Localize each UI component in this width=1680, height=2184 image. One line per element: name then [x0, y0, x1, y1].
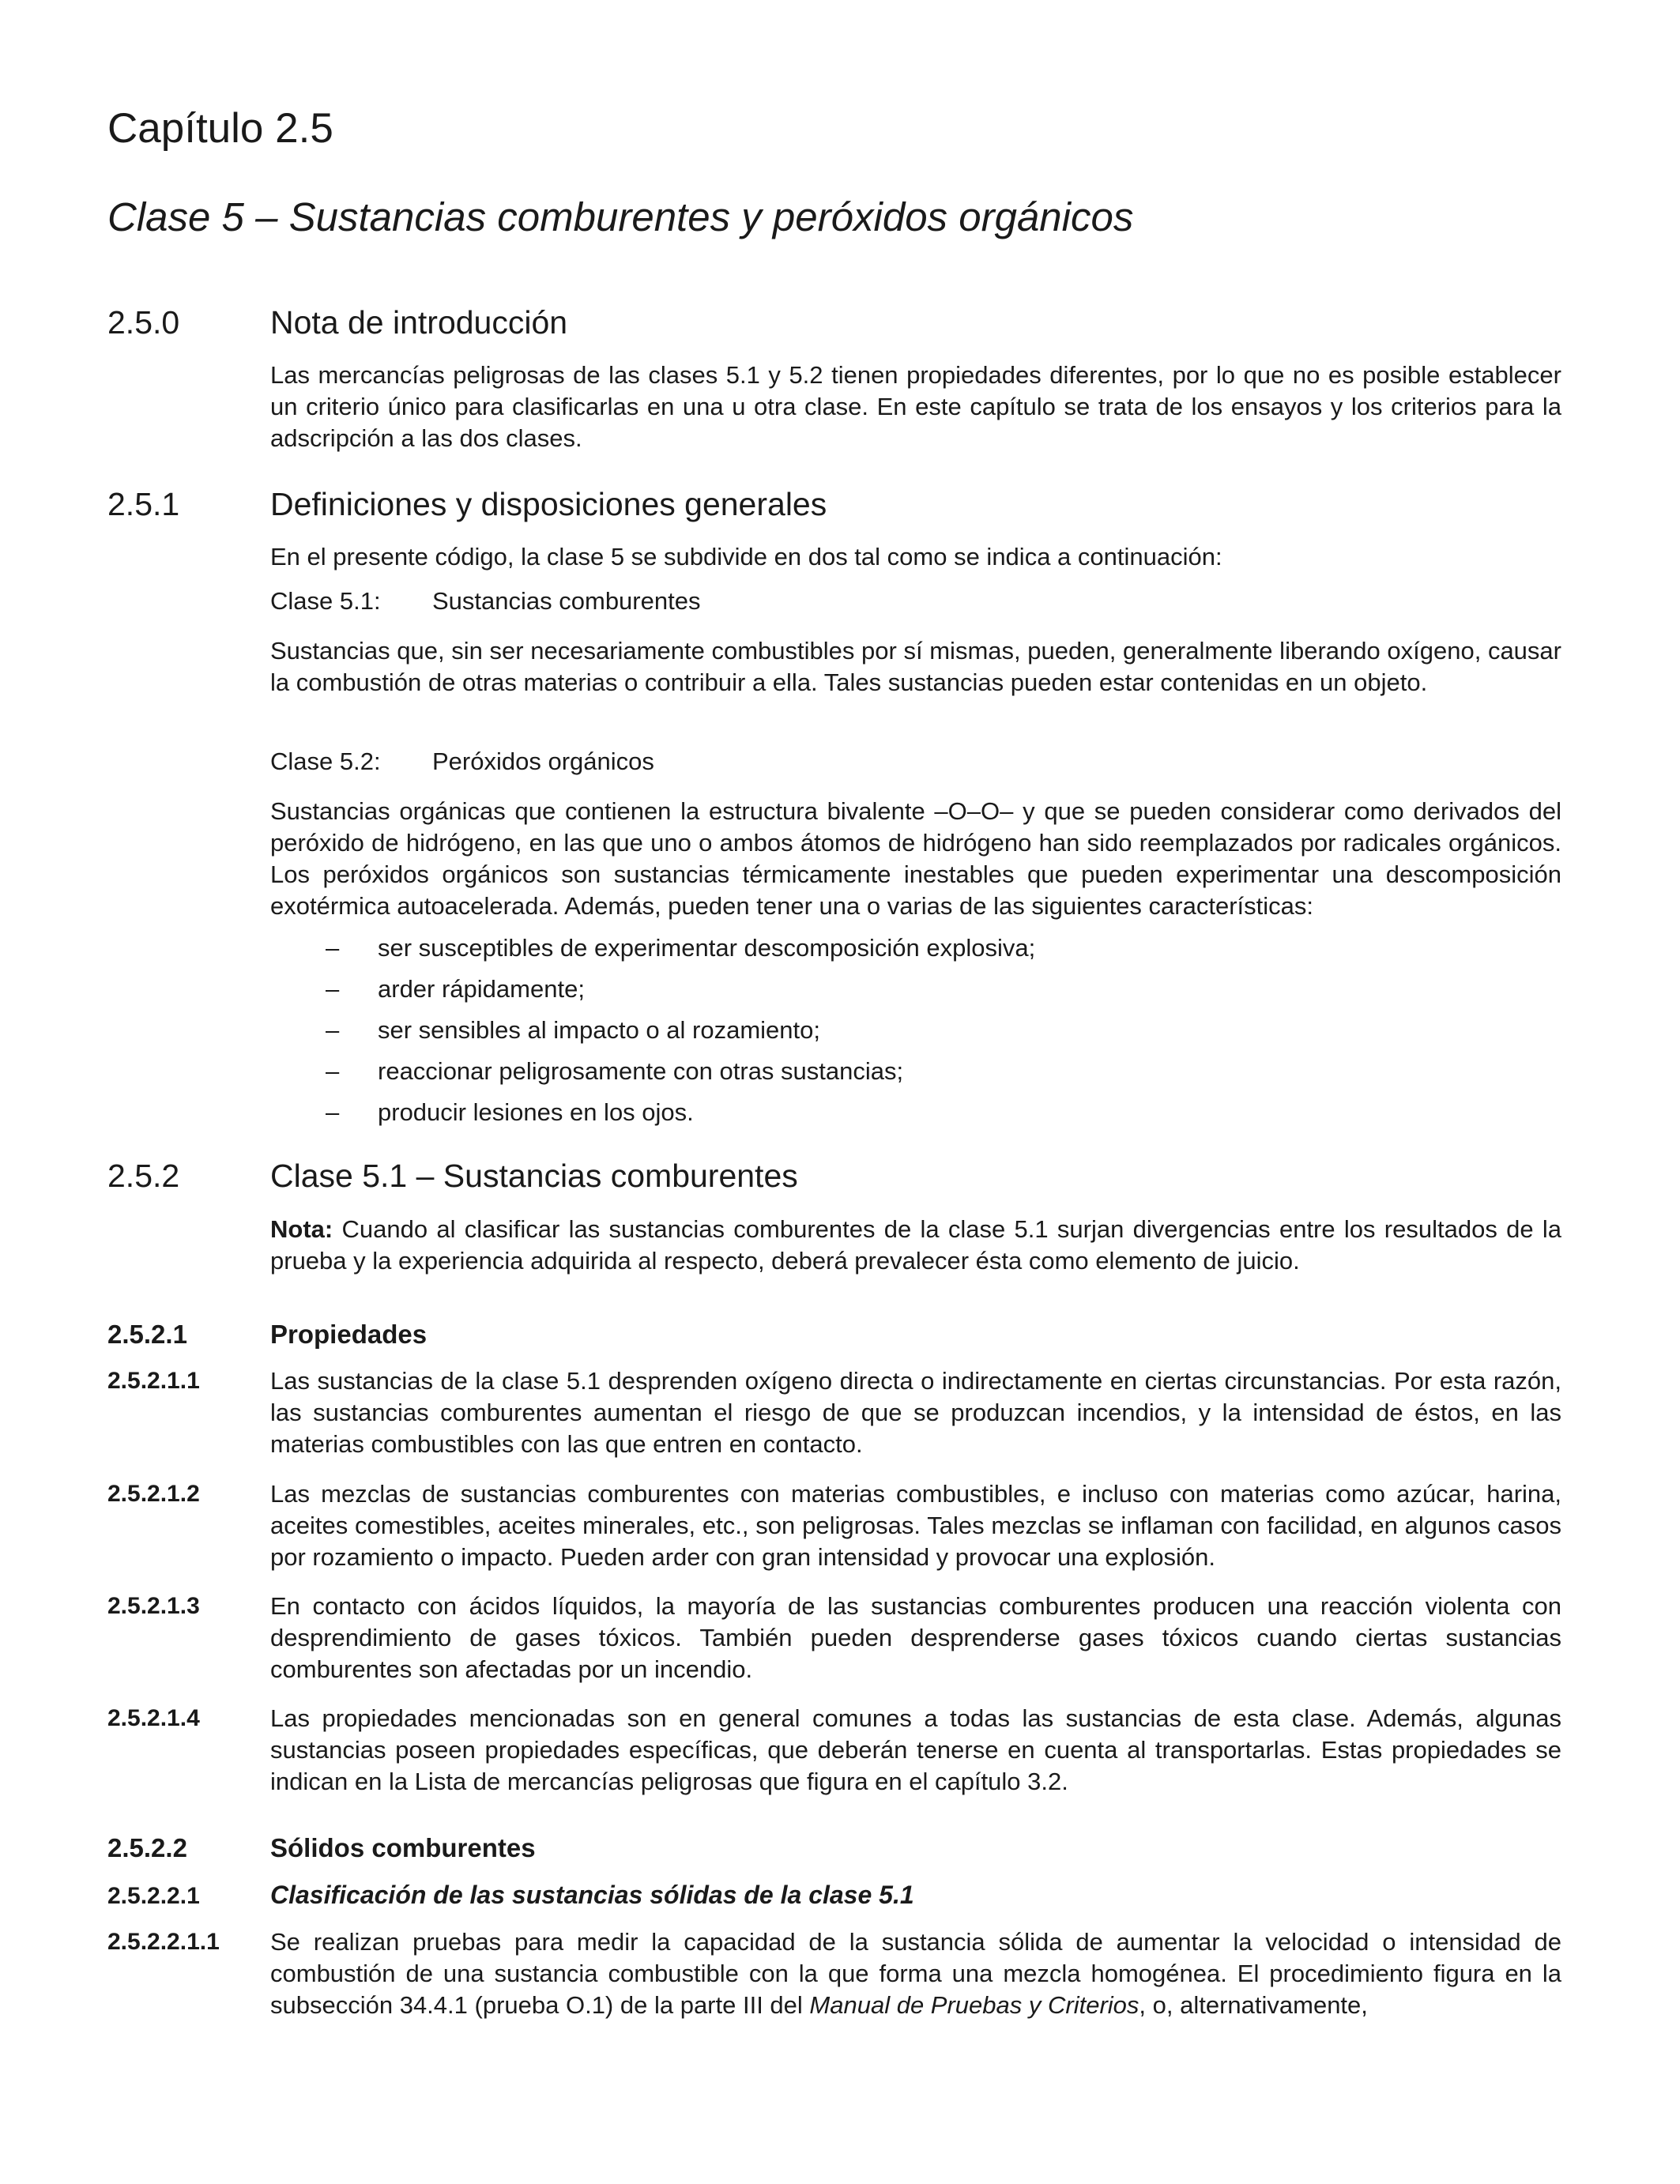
paragraph-text: Las sustancias de la clase 5.1 desprenden oxígeno directa o indirectamente en ciertas circunstancias. Por esta razón, las sustancias comburentes aumentan el riesgo de que se produzcan incendios, y la intensidad de éstos, en las materias combustibles con las que entren en contacto.: [270, 1367, 1561, 1458]
class-5-2-text: Sustancias orgánicas que contienen la estructura bivalente –O–O– y que se pueden considerar como derivados del peróxido de hidrógeno, en las que uno o ambos átomos de hidrógeno han sido reemplazados por radicales orgánicos. Los peróxidos orgánicos son sustancias térmicamente inestables que pueden experimentar una descomposición exotérmica autoacelerada. Además, pueden tener una o varias de las siguientes características:: [270, 797, 1561, 920]
paragraph-text: Las propiedades mencionadas son en general comunes a todas las sustancias de esta clase. Además, algunas sustancias poseen propiedades específicas, que deberán tenerse en cuenta al transportarlas. Estas propiedades se indican en la Lista de mercancías peligrosas que figura en el capítulo 3.2.: [270, 1704, 1561, 1795]
note-text: Cuando al clasificar las sustancias comburentes de la clase 5.1 surjan divergencias entre los resultados de la prueba y la experiencia adquirida al respecto, deberá prevalecer ésta como elemento de juicio.: [270, 1215, 1561, 1275]
subsubsection-title: Clasificación de las sustancias sólidas de la clase 5.1: [270, 1881, 914, 1909]
definitions-intro: [270, 541, 1561, 573]
class-5-1-text: Sustancias que, sin ser necesariamente combustibles por sí mismas, pueden, generalmente liberando oxígeno, causar la combustión de otras materias o contribuir a ella. Tales sustancias pueden estar contenidas en un objeto.: [270, 637, 1561, 696]
paragraph-number: 2.5.2.1.2: [107, 1481, 200, 1507]
subsubsection-number: 2.5.2.2.1: [107, 1883, 200, 1909]
subsection-number: 2.5.2.2: [107, 1833, 187, 1862]
class-5-1-label-row: [270, 587, 700, 616]
paragraph-text: En contacto con ácidos líquidos, la mayoría de las sustancias comburentes producen una reacción violenta con desprendimiento de gases tóxicos. También pueden desprenderse gases tóxicos cuando ciertas sustancias comburentes son afectadas por un incendio.: [270, 1592, 1561, 1683]
paragraph-number: 2.5.2.2.1.1: [107, 1929, 220, 1955]
class-5-1-definition: [270, 635, 1561, 699]
chapter-title: Capítulo 2.5: [107, 105, 333, 152]
definitions-intro-text: En el presente código, la clase 5 se subdivide en dos tal como se indica a continuación:: [270, 543, 1222, 570]
class-label: Clase 5.2:: [270, 747, 381, 775]
class-label: Clase 5.1:: [270, 587, 381, 615]
manual-reference: Manual de Pruebas y Criterios: [809, 1991, 1139, 2019]
intro-text: Las mercancías peligrosas de las clases 5.1 y 5.2 tienen propiedades diferentes, por lo que no es posible establecer un criterio único para clasificarlas en una u otra clase. En este capítulo se trata de los ensayos y los criterios para la adscripción a las dos clases.: [270, 361, 1561, 452]
paragraph-text: Se realizan pruebas para medir la capacidad de la sustancia sólida de aumentar la velocidad o intensidad de combustión de una sustancia combustible con la que forma una mezcla homogénea. El procedimiento figura en la subsección 34.4.1 (prueba O.1) de la parte III del Manual de Pruebas y Criterios, o, alternativamente,: [270, 1928, 1561, 2019]
intro-paragraph: [270, 360, 1561, 454]
chapter-subtitle: Clase 5 – Sustancias comburentes y peróxidos orgánicos: [107, 194, 1134, 239]
class-5-2-label-row: [270, 747, 654, 776]
paragraph-number: 2.5.2.1.3: [107, 1593, 200, 1619]
section-number: 2.5.1: [107, 486, 180, 522]
section-number: 2.5.0: [107, 304, 180, 341]
paragraph-number: 2.5.2.1.1: [107, 1368, 200, 1394]
section-title: Nota de introducción: [270, 304, 568, 341]
class-name: Peróxidos orgánicos: [432, 747, 654, 775]
paragraph-number: 2.5.2.1.4: [107, 1705, 200, 1731]
subsection-title: Sólidos comburentes: [270, 1833, 536, 1862]
paragraph-text: Las mezclas de sustancias comburentes con materias combustibles, e incluso con materias como azúcar, harina, aceites comestibles, aceites minerales, etc., son peligrosas. Tales mezclas se inflaman con facilidad, en algunos casos por rozamiento o impacto. Pueden arder con gran intensidad y provocar una explosión.: [270, 1480, 1561, 1571]
note-label: Nota:: [270, 1215, 333, 1243]
subsection-number: 2.5.2.1: [107, 1320, 187, 1349]
subsection-title: Propiedades: [270, 1320, 428, 1349]
section-title: Clase 5.1 – Sustancias comburentes: [270, 1158, 798, 1194]
class-name: Sustancias comburentes: [432, 587, 701, 615]
note-paragraph: [270, 1214, 1561, 1277]
class-5-2-definition: [270, 796, 1561, 922]
section-title: Definiciones y disposiciones generales: [270, 486, 827, 522]
section-number: 2.5.2: [107, 1158, 180, 1194]
